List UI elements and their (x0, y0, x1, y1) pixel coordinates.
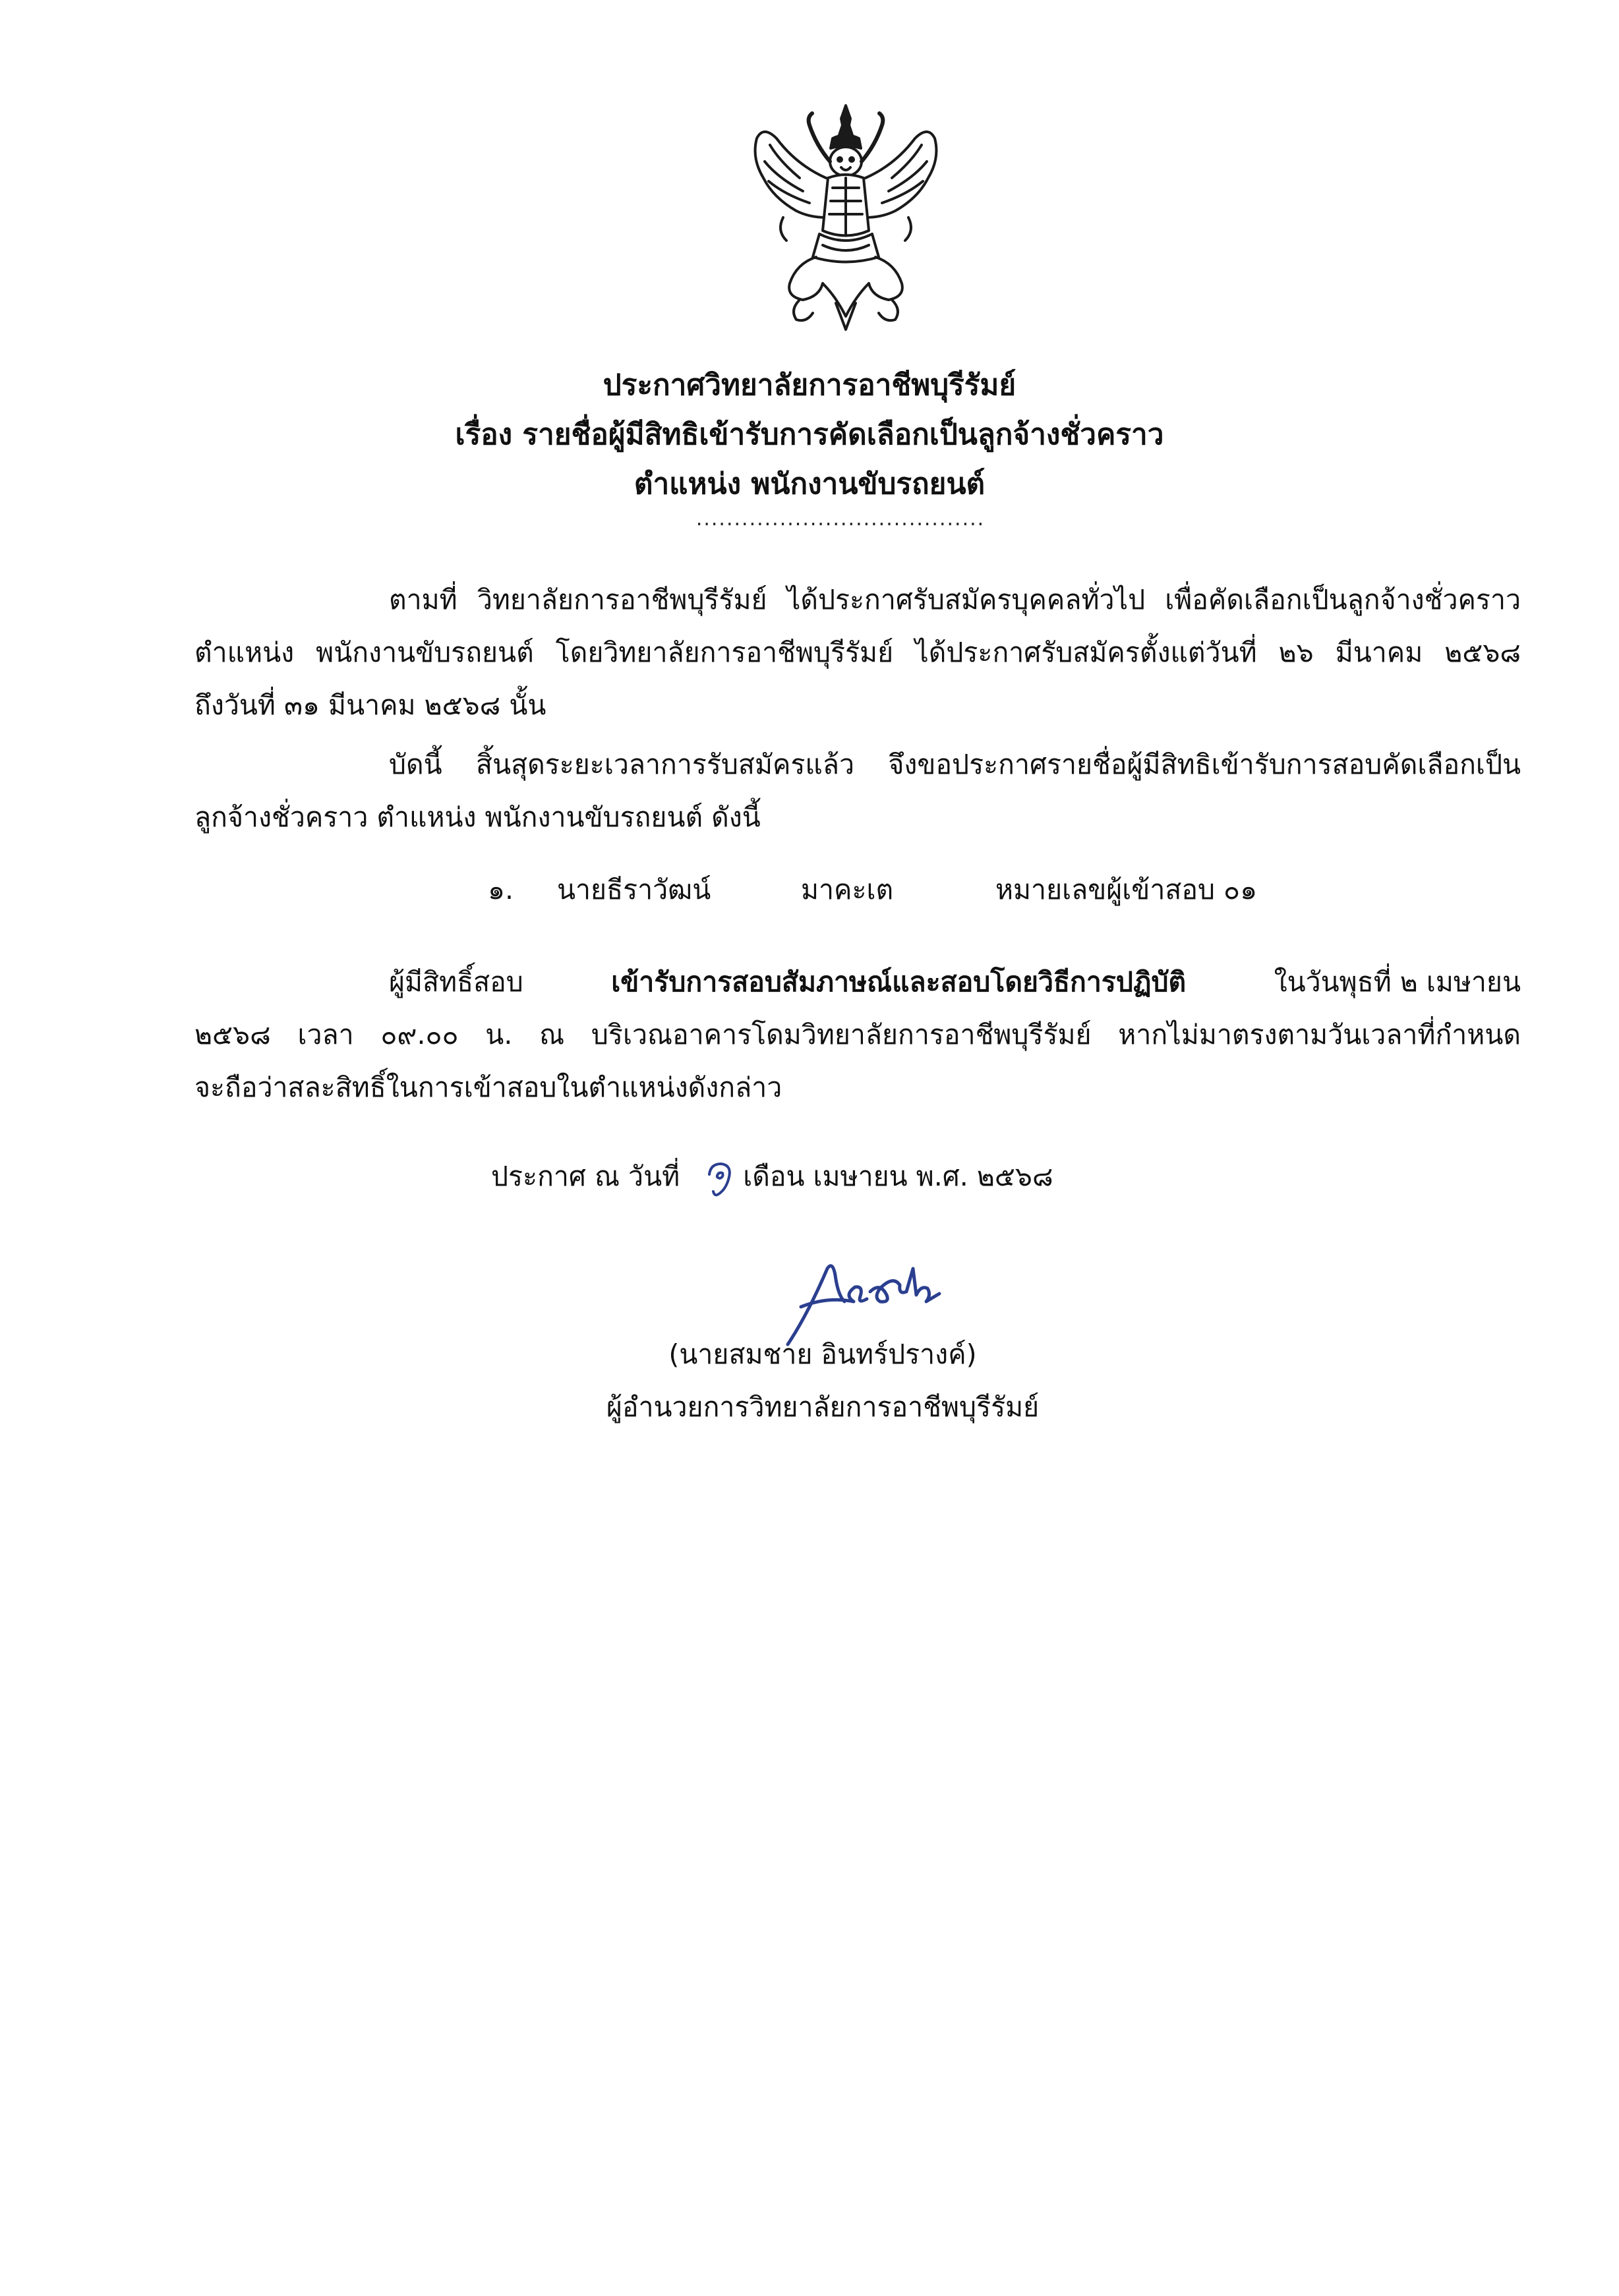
candidate-exam-number: หมายเลขผู้เข้าสอบ ๐๑ (995, 874, 1258, 905)
candidate-number: ๑. (488, 874, 514, 905)
heading-separator: ...................................... (695, 507, 986, 531)
announcement-subject: เรื่อง รายชื่อผู้มีสิทธิเข้ารับการคัดเลือกเป็นลูกจ้างชั่วคราว (455, 418, 1164, 451)
announcement-position: ตำแหน่ง พนักงานขับรถยนต์ (633, 467, 986, 501)
paragraph1-line2: ตำแหน่ง พนักงานขับรถยนต์ โดยวิทยาลัยการอาชีพบุรีรัมย์ ได้ประกาศรับสมัครตั้งแต่วันที่ ๒๖ มีนาคม ๒๕๖๘ (194, 637, 1521, 668)
garuda-emblem-icon (744, 99, 948, 343)
paragraph3-tail: ในวันพุธที่ ๒ เมษายน (1274, 966, 1521, 998)
signatory-name: (นายสมชาย อินทร์ปรางค์) (668, 1338, 977, 1370)
candidate-first-name: นายธีราวัฒน์ (557, 874, 711, 905)
paragraph3-bold: เข้ารับการสอบสัมภาษณ์และสอบโดยวิธีการปฏิบัติ (611, 966, 1187, 998)
paragraph1-line1: ตามที่ วิทยาลัยการอาชีพบุรีรัมย์ ได้ประกาศรับสมัครบุคคลทั่วไป เพื่อคัดเลือกเป็นลูกจ้างชั่วคราว (389, 584, 1521, 616)
paragraph2-line2: ลูกจ้างชั่วคราว ตำแหน่ง พนักงานขับรถยนต์ ดังนี้ (194, 801, 761, 833)
handwritten-day-icon (704, 1155, 737, 1201)
paragraph3-line1 (389, 962, 1521, 1002)
paragraph2-line1: บัดนี้ สิ้นสุดระยะเวลาการรับสมัครแล้ว จึงขอประกาศรายชื่อผู้มีสิทธิเข้ารับการสอบคัดเลือกเป็น (389, 749, 1521, 780)
signatory-position: ผู้อำนวยการวิทยาลัยการอาชีพบุรีรัมย์ (606, 1391, 1040, 1423)
paragraph1-line3: ถึงวันที่ ๓๑ มีนาคม ๒๕๖๘ นั้น (194, 689, 546, 721)
paragraph3-lead: ผู้มีสิทธิ์สอบ (389, 966, 523, 998)
paragraph3-line2: ๒๕๖๘ เวลา ๐๙.๐๐ น. ณ บริเวณอาคารโดมวิทยาลัยการอาชีพบุรีรัมย์ หากไม่มาตรงตามวันเวลาที่กำหนด (194, 1019, 1521, 1050)
candidate-last-name: มาคะเต (801, 874, 894, 905)
handwritten-signature-icon (781, 1255, 953, 1348)
announcement-title: ประกาศวิทยาลัยการอาชีพบุรีรัมย์ (603, 368, 1016, 402)
announcement-date (491, 1157, 1053, 1196)
date-suffix: เดือน เมษายน พ.ศ. ๒๕๖๘ (743, 1161, 1053, 1192)
date-prefix: ประกาศ ณ วันที่ (491, 1161, 680, 1192)
paragraph3-line3: จะถือว่าสละสิทธิ์ในการเข้าสอบในตำแหน่งดังกล่าว (194, 1072, 782, 1103)
